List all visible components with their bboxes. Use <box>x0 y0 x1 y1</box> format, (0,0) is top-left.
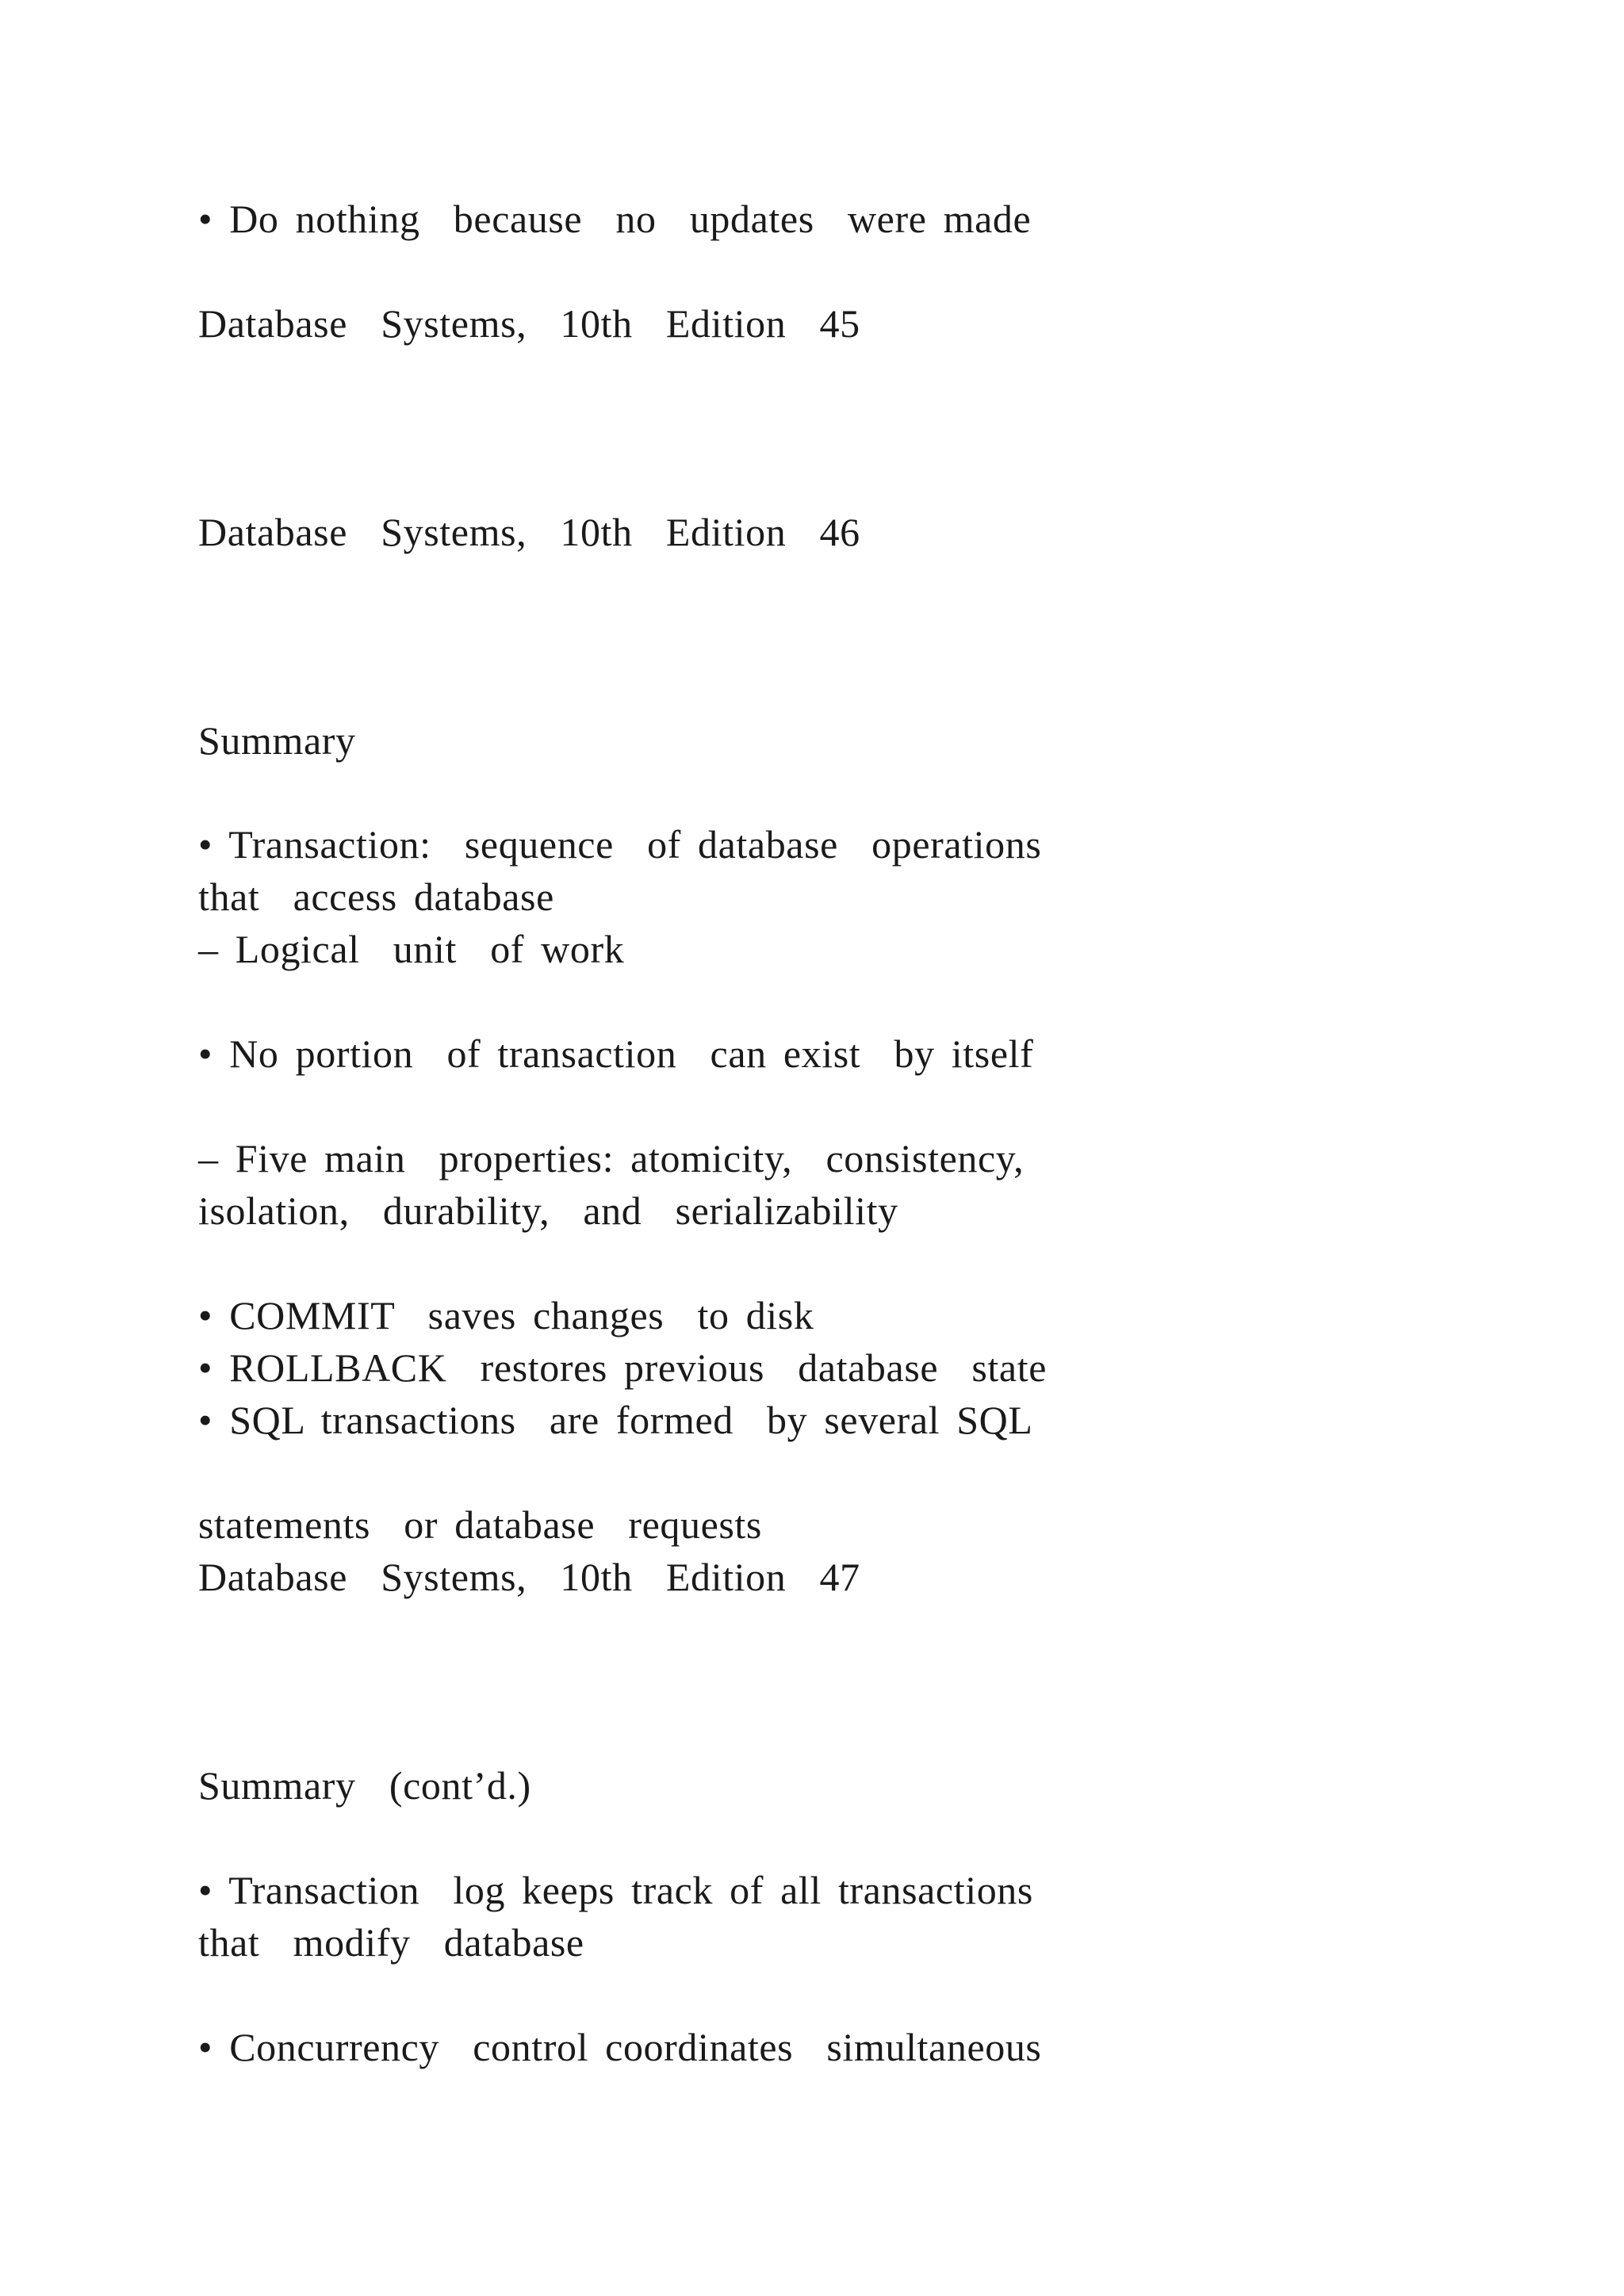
text-line: statements or database requests <box>198 1502 762 1547</box>
bullet-line: • Concurrency control coordinates simultaneous <box>198 2025 1042 2069</box>
text-line: that modify database <box>198 1920 584 1965</box>
bullet-line: • Do nothing because no updates were made <box>198 197 1032 241</box>
section-heading-summary-contd: Summary (cont’d.) <box>198 1763 531 1808</box>
bullet-line: • No portion of transaction can exist by itself <box>198 1031 1034 1076</box>
sub-bullet-line: – Five main properties: atomicity, consistency, <box>198 1136 1025 1181</box>
sub-bullet-line: – Logical unit of work <box>198 927 625 971</box>
bullet-line: • Transaction log keeps track of all transactions <box>198 1868 1033 1912</box>
text-line: that access database <box>198 874 554 919</box>
bullet-line: • SQL transactions are formed by several SQL <box>198 1398 1033 1442</box>
section-heading-summary: Summary <box>198 718 356 763</box>
page-footer-46: Database Systems, 10th Edition 46 <box>198 510 860 554</box>
page-footer-45: Database Systems, 10th Edition 45 <box>198 301 860 346</box>
bullet-line: • Transaction: sequence of database operations <box>198 822 1042 867</box>
page-footer-47: Database Systems, 10th Edition 47 <box>198 1555 860 1599</box>
bullet-line: • ROLLBACK restores previous database state <box>198 1345 1047 1390</box>
text-line: isolation, durability, and serializability <box>198 1188 898 1233</box>
bullet-line: • COMMIT saves changes to disk <box>198 1293 814 1337</box>
